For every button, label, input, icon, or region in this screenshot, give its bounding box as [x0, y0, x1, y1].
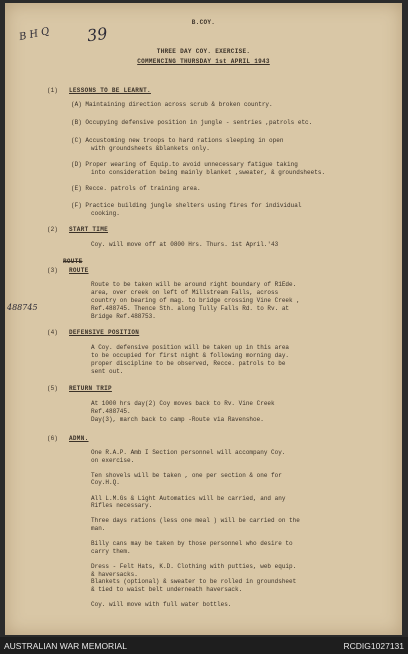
section-number: (3) — [47, 267, 58, 274]
section-number: (2) — [47, 226, 58, 233]
paragraph-line: Coy. will move with full water bottles. — [91, 600, 232, 608]
paragraph-line: & tied to waist belt underneath haversack. — [91, 585, 243, 593]
footer-record-id: RCDIG1027131 — [343, 641, 404, 651]
company-heading: B.COY. — [191, 19, 216, 26]
paragraph-line: sent out. — [91, 368, 124, 375]
list-item: (C) Accustoming new troops to hard rations sleeping in open — [71, 137, 284, 144]
paragraph-line: Three days rations (less one meal ) will be carried on the — [91, 517, 300, 525]
section-number: (1) — [47, 87, 58, 94]
paragraph-line: & haversacks. — [91, 570, 138, 578]
section-heading: START TIME — [69, 226, 109, 233]
paragraph-line: to be occupied for first night & following morning day. — [91, 352, 290, 359]
paragraph-line: At 1000 hrs day(2) Coy moves back to Rv. Vine Creek — [91, 400, 275, 407]
footer-source: AUSTRALIAN WAR MEMORIAL — [4, 641, 127, 651]
paragraph-line: Route to be taken will be around right boundary of R1Ede. — [91, 281, 297, 288]
margin-note: 488745 — [7, 303, 38, 312]
paragraph-line: Coy.H.Q. — [91, 479, 120, 487]
paragraph-line — [91, 487, 300, 495]
paragraph-line: Ref.488745. — [91, 408, 131, 415]
section-number: (5) — [47, 385, 58, 392]
list-item: cooking. — [91, 210, 120, 217]
section-number: (6) — [47, 435, 58, 442]
admin-paragraphs — [91, 449, 300, 608]
list-item: with groundsheets &blankets only. — [91, 145, 210, 152]
paragraph-line: Day(3), march back to camp -Route via Ravenshoe. — [91, 416, 264, 423]
list-item: (A) Maintaining direction across scrub & broken country. — [71, 101, 273, 108]
paragraph-line: country on bearing of mag. to bridge crossing Vine Creek , — [91, 297, 300, 304]
paragraph-line — [91, 593, 300, 601]
paragraph-line: proper discipline to be observed, Recce. patrols to be — [91, 360, 286, 367]
paragraph-line: carry them. — [91, 547, 131, 555]
paragraph-line — [91, 464, 300, 472]
section-heading: DEFENSIVE POSITION — [69, 329, 140, 336]
list-item: (B) Occupying defensive position in jungle - sentries ,patrols etc. — [71, 119, 313, 126]
paragraph: Coy. will move off at 0800 Hrs. Thurs. 1st April.'43 — [91, 241, 279, 248]
section-heading: ROUTE — [69, 267, 89, 274]
paragraph-line — [91, 555, 300, 563]
paragraph-line: on exercise. — [91, 456, 135, 464]
margin-note: 39 — [85, 23, 109, 46]
paragraph-line: Bridge Ref.488753. — [91, 313, 156, 320]
list-item: into consideration being mainly blanket ,sweater, & groundsheets. — [91, 169, 326, 176]
document-title: THREE DAY COY. EXERCISE. — [156, 48, 251, 55]
paragraph-line: Rifles necessary. — [91, 502, 153, 510]
paragraph-line: One R.A.P. Amb I Section personnel will accompany Coy. — [91, 449, 286, 456]
list-item: (D) Proper wearing of Equip.to avoid unnecessary fatigue taking — [71, 161, 298, 168]
section-heading: LESSONS TO BE LEARNT. — [69, 87, 151, 94]
list-item: (E) Recce. patrols of training area. — [71, 185, 201, 192]
section-heading: ADMN. — [69, 435, 89, 442]
paragraph-line: Blankets (optional) & sweater to be rolled in groundsheet — [91, 578, 297, 586]
struck-heading: ROUTE — [63, 258, 83, 265]
paragraph-line: A Coy. defensive position will be taken up in this area — [91, 344, 290, 351]
paragraph-line: Billy cans may be taken by those personnel who desire to — [91, 540, 293, 548]
paragraph-line: Ref.488745. Thence Sth. along Tully Falls Rd. to Rv. at — [91, 305, 290, 312]
section-number: (4) — [47, 329, 58, 336]
margin-note: B H Q — [18, 25, 51, 44]
paragraph-line — [91, 510, 300, 518]
paragraph-line — [91, 533, 300, 541]
paragraph-line: All L.M.Gs & Light Automatics will be carried, and any — [91, 494, 286, 502]
document-page — [5, 3, 402, 635]
paragraph-line: Dress - Felt Hats, K.D. Clothing with putties, web equip. — [91, 562, 297, 570]
paragraph-line: area, over creek on left of Millstream Falls, across — [91, 289, 279, 296]
section-heading: RETURN TRIP — [69, 385, 112, 392]
paragraph-line: man. — [91, 524, 106, 532]
commencing-date: COMMENCING THURSDAY 1st APRIL 1943 — [137, 58, 270, 65]
list-item: (F) Practice building jungle shelters using fires for individual — [71, 202, 302, 209]
archive-footer — [0, 637, 408, 654]
paragraph-line: Ten shovels will be taken , one per section & one for — [91, 471, 282, 479]
